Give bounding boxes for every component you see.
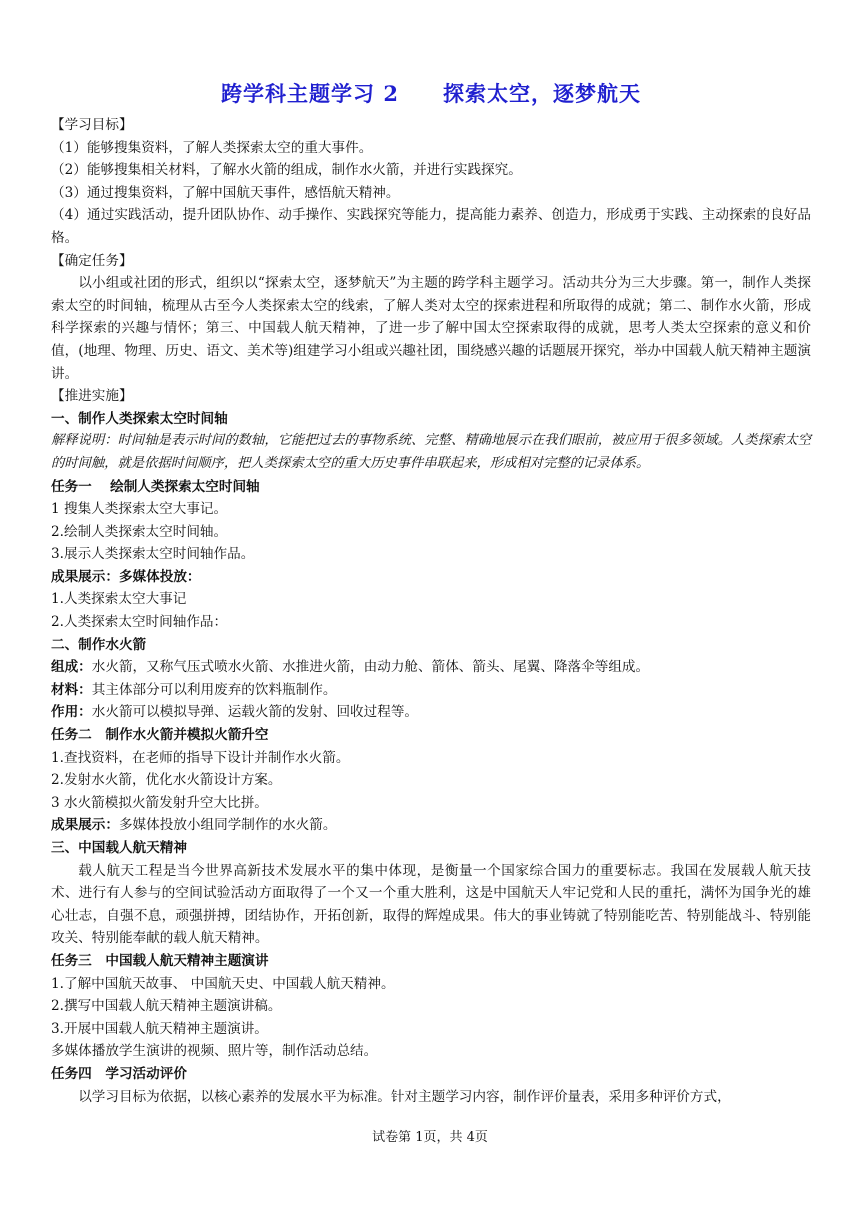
task-title: 任务二 制作水火箭并模拟火箭升空 [51, 727, 269, 744]
function-label: 作用： [51, 704, 92, 721]
task-step: 2.撰写中国载人航天精神主题演讲稿。 [51, 998, 282, 1015]
result-label: 成果展示： [51, 817, 119, 834]
task-step: 1.了解中国航天故事、 中国航天史、中国载人航天精神。 [51, 975, 395, 992]
composition-label: 组成： [51, 659, 92, 676]
task-step: 2.发射水火箭，优化水火箭设计方案。 [51, 772, 282, 789]
material-text: 其主体部分可以利用废弃的饮料瓶制作。 [91, 681, 337, 698]
section-title: 一、制作人类探索太空时间轴 [51, 410, 228, 427]
objective-item: （3）通过搜集资料，了解中国航天事件，感悟航天精神。 [51, 184, 400, 201]
result-text: 多媒体投放小组同学制作的水火箭。 [118, 817, 337, 834]
timeline-explanation: 解释说明：时间轴是表示时间的数轴，它能把过去的事物系统、完整、精确地展示在我们眼前，被应用于很多领域。人类探索太空的时间触，就是依据时间顺序，把人类探索太空的重大历史事件串联起来，形成相对完整的记录体系。 [51, 433, 811, 471]
result-line [51, 814, 811, 837]
document-page [51, 78, 811, 1108]
objective-item: （2）能够搜集相关材料，了解水火箭的组成，制作水火箭，并进行实践探究。 [51, 162, 522, 179]
task-step: 3.开展中国载人航天精神主题演讲。 [51, 1020, 268, 1037]
function-text: 水火箭可以模拟导弹、运载火箭的发射、回收过程等。 [91, 704, 419, 721]
task-title: 任务一 绘制人类探索太空时间轴 [51, 478, 260, 495]
task-step: 1.查找资料，在老师的指导下设计并制作水火箭。 [51, 749, 350, 766]
material-label: 材料： [51, 681, 92, 698]
result-title: 成果展示：多媒体投放： [51, 568, 201, 585]
composition-line [51, 656, 811, 679]
material-line [51, 679, 811, 702]
task-step: 3.展示人类探索太空时间轴作品。 [51, 546, 255, 563]
task-step: 3 水火箭模拟火箭发射升空大比拼。 [51, 794, 268, 811]
objective-item: （4）通过实践活动，提升团队协作、动手操作、实践探究等能力，提高能力素养、创造力，形成勇于实践、主动探索的良好品格。 [51, 207, 811, 246]
section-title: 三、中国载人航天精神 [51, 840, 187, 856]
function-line [51, 701, 811, 724]
task-step: 1 搜集人类探索太空大事记。 [51, 501, 228, 518]
page-footer: 试卷第 1页，共 4页 [372, 1130, 488, 1145]
implementation-heading: 【推进实施】 [51, 388, 133, 405]
section-title: 二、制作水火箭 [51, 636, 147, 653]
spirit-body: 载人航天工程是当今世界高新技术发展水平的集中体现，是衡量一个国家综合国力的重要标志。我国在发展载人航天技术、进行有人参与的空间试验活动方面取得了一个又一个重大胜利，这是中国航天人牢记党和人民的重托，满怀为国争光的雄心壮志，自强不息，顽强拼搏，团结协作，开拓创新，取得的辉煌成果。伟大的事业铸就了特别能吃苦、特别能战斗、特别能攻关、特别能奉献的载人航天精神。 [51, 862, 811, 947]
objective-item: （1）能够搜集资料，了解人类探索太空的重大事件。 [51, 139, 373, 156]
task-step: 多媒体播放学生演讲的视频、照片等，制作活动总结。 [51, 1043, 378, 1060]
task-definition-heading: 【确定任务】 [51, 252, 133, 269]
task-definition-body: 以小组或社团的形式，组织以“探索太空，逐梦航天”为主题的跨学科主题学习。活动共分为三大步骤。第一，制作人类探索太空的时间轴，梳理从古至今人类探索太空的线索，了解人类对太空的探索进程和所取得的成就；第二、制作水火箭，形成科学探索的兴趣与情怀；第三、中国载人航天精神，了进一步了解中国太空探索取得的成就，思考人类太空探索的意义和价值，(地理、物理、历史、语文、美术等)组建学习小组或兴趣社团，围绕感兴趣的话题展开探究，举办中国载人航天精神主题演讲。 [51, 275, 811, 382]
objectives-heading: 【学习目标】 [51, 117, 133, 133]
result-item: 2.人类探索太空时间轴作品： [51, 614, 228, 631]
evaluation-body: 以学习目标为依据，以核心素养的发展水平为标准。针对主题学习内容，制作评价量表，采用多种评价方式， [78, 1088, 731, 1105]
result-item: 1.人类探索太空大事记 [51, 591, 187, 608]
composition-text: 水火箭，又称气压式喷水火箭、水推进火箭，由动力舱、箭体、箭头、尾翼、降落伞等组成。 [91, 659, 650, 676]
document-title: 跨学科主题学习 2 探索太空，逐梦航天 [221, 81, 641, 106]
task-title: 任务四 学习活动评价 [51, 1065, 187, 1082]
task-title: 任务三 中国载人航天精神主题演讲 [51, 952, 269, 969]
task-step: 2.绘制人类探索太空时间轴。 [51, 523, 228, 540]
